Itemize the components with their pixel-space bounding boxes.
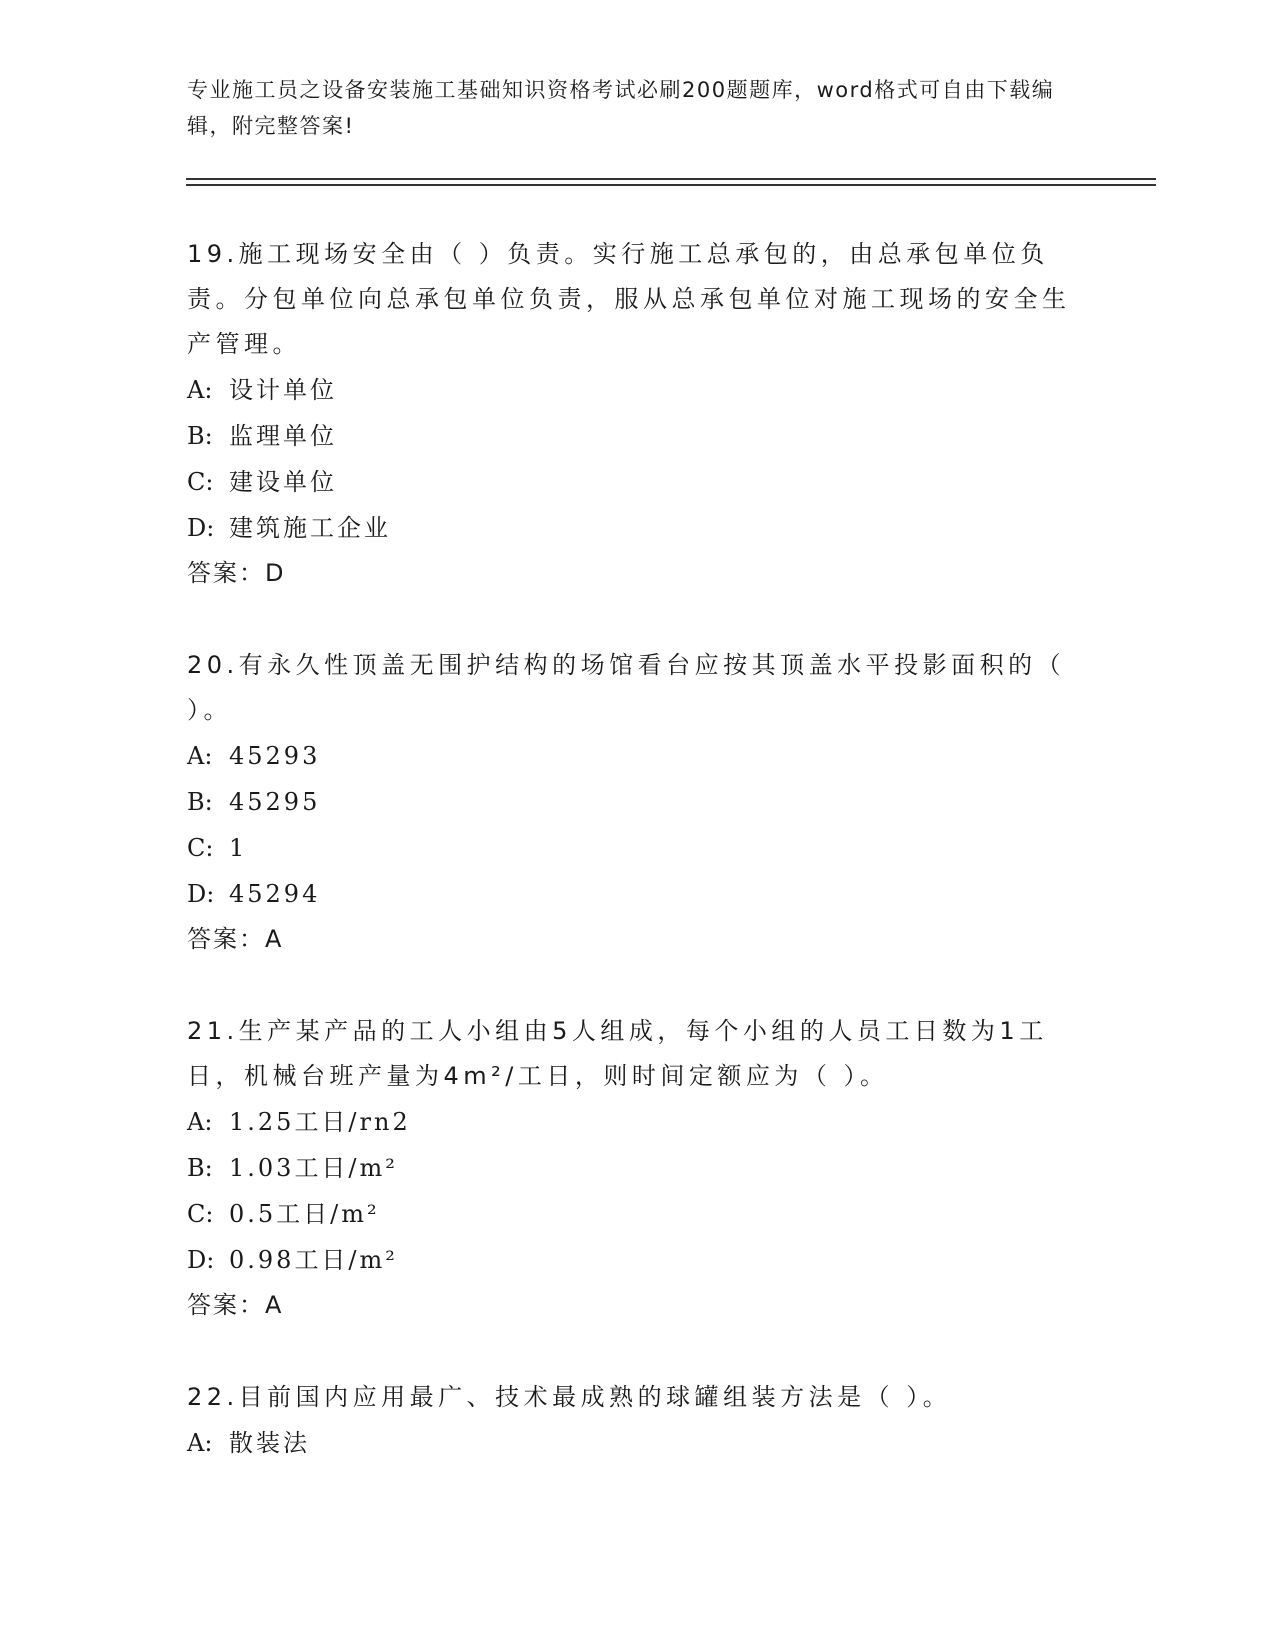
answer-line: 答案：A: [187, 925, 284, 953]
question-20: [187, 643, 1087, 961]
option-a: [187, 367, 1087, 413]
answer-line: 答案：D: [187, 559, 286, 587]
question-22: [187, 1375, 1087, 1466]
header-divider-bottom: [186, 184, 1156, 186]
option-b: [187, 779, 1087, 825]
question-stem: 20.有永久性顶盖无围护结构的场馆看台应按其顶盖水平投影面积的（ ）。: [187, 651, 1066, 724]
answer-line: 答案：A: [187, 1291, 284, 1319]
option-text: 1.03工日/m²: [229, 1154, 398, 1182]
option-label: B:: [187, 422, 213, 450]
option-label: A:: [187, 1429, 213, 1457]
option-text: 45295: [229, 788, 321, 816]
option-text: 设计单位: [229, 376, 337, 404]
header-divider-top: [186, 178, 1156, 180]
option-text: 监理单位: [229, 422, 337, 450]
question-stem: 19.施工现场安全由（ ）负责。实行施工总承包的，由总承包单位负责。分包单位向总承包单位负责，服从总承包单位对施工现场的安全生产管理。: [187, 240, 1071, 358]
question-19: [187, 232, 1087, 595]
option-text: 1: [229, 834, 248, 862]
option-label: D:: [187, 514, 215, 542]
option-c: [187, 459, 1087, 505]
question-list: [187, 232, 1087, 1514]
option-label: B:: [187, 788, 213, 816]
option-c: [187, 1191, 1087, 1237]
option-label: D:: [187, 1246, 215, 1274]
option-label: D:: [187, 880, 215, 908]
question-stem: 22.目前国内应用最广、技术最成熟的球罐组装方法是（ ）。: [187, 1383, 952, 1411]
question-stem: 21.生产某产品的工人小组由5人组成，每个小组的人员工日数为1工日，机械台班产量为4m²/工日，则时间定额应为（ ）。: [187, 1017, 1048, 1090]
option-text: 1.25工日/rn2: [229, 1108, 411, 1136]
option-label: C:: [187, 834, 214, 862]
option-label: C:: [187, 468, 214, 496]
option-label: A:: [187, 376, 213, 404]
option-text: 建设单位: [229, 468, 337, 496]
option-label: A:: [187, 1108, 213, 1136]
option-a: [187, 1099, 1087, 1145]
option-text: 0.5工日/m²: [229, 1200, 380, 1228]
option-label: A:: [187, 742, 213, 770]
option-a: [187, 1420, 1087, 1466]
option-b: [187, 413, 1087, 459]
option-b: [187, 1145, 1087, 1191]
option-d: [187, 871, 1087, 917]
option-label: B:: [187, 1154, 213, 1182]
option-a: [187, 733, 1087, 779]
option-d: [187, 505, 1087, 551]
option-label: C:: [187, 1200, 214, 1228]
option-text: 45294: [229, 880, 321, 908]
option-text: 建筑施工企业: [229, 514, 391, 542]
document-header: 专业施工员之设备安装施工基础知识资格考试必刷200题题库，word格式可自由下载编辑，附完整答案!: [187, 78, 1055, 138]
option-d: [187, 1237, 1087, 1283]
option-text: 45293: [229, 742, 321, 770]
question-21: [187, 1009, 1087, 1327]
option-c: [187, 825, 1087, 871]
option-text: 0.98工日/m²: [229, 1246, 398, 1274]
option-text: 散装法: [229, 1429, 310, 1457]
